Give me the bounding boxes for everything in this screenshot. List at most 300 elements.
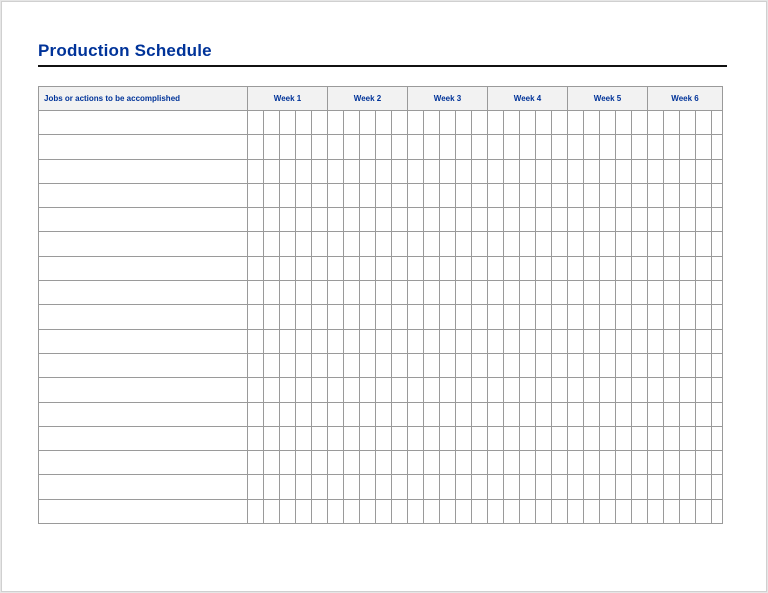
schedule-cell[interactable] (696, 426, 712, 450)
schedule-cell[interactable] (520, 208, 536, 232)
schedule-cell[interactable] (552, 378, 568, 402)
schedule-cell[interactable] (376, 475, 392, 499)
schedule-cell[interactable] (424, 451, 440, 475)
schedule-cell[interactable] (648, 451, 664, 475)
schedule-cell[interactable] (312, 402, 328, 426)
schedule-cell[interactable] (552, 183, 568, 207)
schedule-cell[interactable] (376, 402, 392, 426)
schedule-cell[interactable] (584, 353, 600, 377)
schedule-cell[interactable] (296, 135, 312, 159)
schedule-cell[interactable] (344, 183, 360, 207)
schedule-cell[interactable] (664, 305, 680, 329)
schedule-cell[interactable] (584, 378, 600, 402)
schedule-cell[interactable] (328, 232, 344, 256)
schedule-cell[interactable] (488, 426, 504, 450)
schedule-cell[interactable] (488, 281, 504, 305)
schedule-cell[interactable] (504, 451, 520, 475)
schedule-cell[interactable] (472, 329, 488, 353)
schedule-cell[interactable] (408, 111, 424, 135)
schedule-cell[interactable] (712, 402, 723, 426)
schedule-cell[interactable] (280, 353, 296, 377)
schedule-cell[interactable] (696, 159, 712, 183)
schedule-cell[interactable] (472, 451, 488, 475)
schedule-cell[interactable] (312, 281, 328, 305)
schedule-cell[interactable] (664, 329, 680, 353)
schedule-cell[interactable] (648, 475, 664, 499)
schedule-cell[interactable] (328, 111, 344, 135)
schedule-cell[interactable] (632, 208, 648, 232)
schedule-cell[interactable] (552, 305, 568, 329)
schedule-cell[interactable] (312, 256, 328, 280)
schedule-cell[interactable] (648, 111, 664, 135)
schedule-cell[interactable] (584, 281, 600, 305)
schedule-cell[interactable] (408, 475, 424, 499)
schedule-cell[interactable] (680, 208, 696, 232)
job-cell[interactable] (39, 329, 248, 353)
schedule-cell[interactable] (344, 378, 360, 402)
job-cell[interactable] (39, 256, 248, 280)
schedule-cell[interactable] (328, 451, 344, 475)
schedule-cell[interactable] (424, 475, 440, 499)
schedule-cell[interactable] (632, 353, 648, 377)
schedule-cell[interactable] (248, 402, 264, 426)
job-cell[interactable] (39, 353, 248, 377)
schedule-cell[interactable] (648, 402, 664, 426)
schedule-cell[interactable] (616, 281, 632, 305)
schedule-cell[interactable] (568, 305, 584, 329)
schedule-cell[interactable] (424, 256, 440, 280)
schedule-cell[interactable] (408, 353, 424, 377)
schedule-cell[interactable] (248, 499, 264, 523)
schedule-cell[interactable] (504, 402, 520, 426)
schedule-cell[interactable] (696, 329, 712, 353)
schedule-cell[interactable] (616, 135, 632, 159)
schedule-cell[interactable] (536, 135, 552, 159)
schedule-cell[interactable] (360, 305, 376, 329)
schedule-cell[interactable] (344, 305, 360, 329)
schedule-cell[interactable] (264, 232, 280, 256)
schedule-cell[interactable] (664, 256, 680, 280)
schedule-cell[interactable] (600, 135, 616, 159)
schedule-cell[interactable] (264, 183, 280, 207)
schedule-cell[interactable] (696, 378, 712, 402)
schedule-cell[interactable] (328, 378, 344, 402)
schedule-cell[interactable] (408, 451, 424, 475)
schedule-cell[interactable] (344, 426, 360, 450)
schedule-cell[interactable] (280, 135, 296, 159)
schedule-cell[interactable] (328, 135, 344, 159)
schedule-cell[interactable] (472, 305, 488, 329)
job-cell[interactable] (39, 499, 248, 523)
schedule-cell[interactable] (376, 378, 392, 402)
schedule-cell[interactable] (312, 475, 328, 499)
schedule-cell[interactable] (536, 475, 552, 499)
schedule-cell[interactable] (264, 402, 280, 426)
schedule-cell[interactable] (536, 232, 552, 256)
schedule-cell[interactable] (360, 183, 376, 207)
schedule-cell[interactable] (280, 159, 296, 183)
schedule-cell[interactable] (616, 159, 632, 183)
schedule-cell[interactable] (440, 208, 456, 232)
schedule-cell[interactable] (648, 183, 664, 207)
schedule-cell[interactable] (280, 111, 296, 135)
schedule-cell[interactable] (680, 426, 696, 450)
schedule-cell[interactable] (248, 378, 264, 402)
schedule-cell[interactable] (312, 426, 328, 450)
schedule-cell[interactable] (616, 353, 632, 377)
schedule-cell[interactable] (280, 232, 296, 256)
schedule-cell[interactable] (552, 256, 568, 280)
schedule-cell[interactable] (712, 305, 723, 329)
schedule-cell[interactable] (488, 475, 504, 499)
schedule-cell[interactable] (392, 378, 408, 402)
schedule-cell[interactable] (568, 183, 584, 207)
schedule-cell[interactable] (552, 426, 568, 450)
schedule-cell[interactable] (472, 281, 488, 305)
schedule-cell[interactable] (424, 208, 440, 232)
schedule-cell[interactable] (408, 378, 424, 402)
schedule-cell[interactable] (568, 159, 584, 183)
schedule-cell[interactable] (552, 159, 568, 183)
schedule-cell[interactable] (312, 499, 328, 523)
schedule-cell[interactable] (504, 183, 520, 207)
schedule-cell[interactable] (456, 281, 472, 305)
schedule-cell[interactable] (328, 499, 344, 523)
schedule-cell[interactable] (712, 208, 723, 232)
schedule-cell[interactable] (296, 256, 312, 280)
schedule-cell[interactable] (408, 281, 424, 305)
schedule-cell[interactable] (472, 208, 488, 232)
schedule-cell[interactable] (392, 208, 408, 232)
schedule-cell[interactable] (520, 281, 536, 305)
schedule-cell[interactable] (504, 499, 520, 523)
schedule-cell[interactable] (536, 111, 552, 135)
schedule-cell[interactable] (632, 183, 648, 207)
schedule-cell[interactable] (424, 232, 440, 256)
schedule-cell[interactable] (616, 378, 632, 402)
schedule-cell[interactable] (376, 451, 392, 475)
schedule-cell[interactable] (632, 426, 648, 450)
schedule-cell[interactable] (280, 305, 296, 329)
schedule-cell[interactable] (248, 183, 264, 207)
schedule-cell[interactable] (680, 329, 696, 353)
schedule-cell[interactable] (632, 402, 648, 426)
schedule-cell[interactable] (504, 208, 520, 232)
schedule-cell[interactable] (504, 353, 520, 377)
schedule-cell[interactable] (664, 475, 680, 499)
schedule-cell[interactable] (648, 329, 664, 353)
schedule-cell[interactable] (296, 159, 312, 183)
schedule-cell[interactable] (296, 378, 312, 402)
schedule-cell[interactable] (472, 135, 488, 159)
schedule-cell[interactable] (680, 475, 696, 499)
schedule-cell[interactable] (360, 499, 376, 523)
schedule-cell[interactable] (712, 353, 723, 377)
schedule-cell[interactable] (568, 329, 584, 353)
schedule-cell[interactable] (376, 353, 392, 377)
schedule-cell[interactable] (408, 426, 424, 450)
schedule-cell[interactable] (440, 232, 456, 256)
schedule-cell[interactable] (584, 305, 600, 329)
schedule-cell[interactable] (648, 378, 664, 402)
schedule-cell[interactable] (408, 208, 424, 232)
schedule-cell[interactable] (680, 353, 696, 377)
schedule-cell[interactable] (600, 111, 616, 135)
schedule-cell[interactable] (456, 451, 472, 475)
schedule-cell[interactable] (712, 135, 723, 159)
schedule-cell[interactable] (536, 402, 552, 426)
schedule-cell[interactable] (472, 353, 488, 377)
schedule-cell[interactable] (600, 305, 616, 329)
schedule-cell[interactable] (664, 353, 680, 377)
schedule-cell[interactable] (248, 159, 264, 183)
schedule-cell[interactable] (280, 402, 296, 426)
schedule-cell[interactable] (456, 159, 472, 183)
schedule-cell[interactable] (616, 256, 632, 280)
schedule-cell[interactable] (424, 111, 440, 135)
schedule-cell[interactable] (680, 183, 696, 207)
schedule-cell[interactable] (392, 305, 408, 329)
schedule-cell[interactable] (632, 499, 648, 523)
schedule-cell[interactable] (584, 426, 600, 450)
schedule-cell[interactable] (504, 426, 520, 450)
schedule-cell[interactable] (392, 402, 408, 426)
schedule-cell[interactable] (248, 111, 264, 135)
job-cell[interactable] (39, 135, 248, 159)
schedule-cell[interactable] (328, 208, 344, 232)
schedule-cell[interactable] (296, 232, 312, 256)
schedule-cell[interactable] (600, 256, 616, 280)
schedule-cell[interactable] (264, 451, 280, 475)
schedule-cell[interactable] (264, 111, 280, 135)
schedule-cell[interactable] (264, 475, 280, 499)
schedule-cell[interactable] (600, 281, 616, 305)
schedule-cell[interactable] (488, 232, 504, 256)
job-cell[interactable] (39, 426, 248, 450)
schedule-cell[interactable] (280, 256, 296, 280)
schedule-cell[interactable] (568, 111, 584, 135)
schedule-cell[interactable] (296, 402, 312, 426)
schedule-cell[interactable] (632, 475, 648, 499)
schedule-cell[interactable] (520, 353, 536, 377)
schedule-cell[interactable] (680, 305, 696, 329)
schedule-cell[interactable] (632, 135, 648, 159)
schedule-cell[interactable] (360, 256, 376, 280)
schedule-cell[interactable] (600, 159, 616, 183)
schedule-cell[interactable] (488, 499, 504, 523)
schedule-cell[interactable] (712, 475, 723, 499)
schedule-cell[interactable] (520, 111, 536, 135)
schedule-cell[interactable] (488, 329, 504, 353)
schedule-cell[interactable] (584, 475, 600, 499)
schedule-cell[interactable] (264, 159, 280, 183)
schedule-cell[interactable] (280, 329, 296, 353)
schedule-cell[interactable] (392, 183, 408, 207)
schedule-cell[interactable] (248, 353, 264, 377)
schedule-cell[interactable] (312, 378, 328, 402)
schedule-cell[interactable] (584, 232, 600, 256)
schedule-cell[interactable] (504, 111, 520, 135)
schedule-cell[interactable] (696, 111, 712, 135)
schedule-cell[interactable] (504, 159, 520, 183)
job-cell[interactable] (39, 305, 248, 329)
schedule-cell[interactable] (632, 305, 648, 329)
schedule-cell[interactable] (632, 159, 648, 183)
schedule-cell[interactable] (392, 426, 408, 450)
schedule-cell[interactable] (296, 281, 312, 305)
schedule-cell[interactable] (424, 426, 440, 450)
schedule-cell[interactable] (696, 353, 712, 377)
schedule-cell[interactable] (424, 135, 440, 159)
schedule-cell[interactable] (264, 256, 280, 280)
schedule-cell[interactable] (536, 426, 552, 450)
schedule-cell[interactable] (504, 256, 520, 280)
job-cell[interactable] (39, 451, 248, 475)
schedule-cell[interactable] (712, 159, 723, 183)
schedule-cell[interactable] (248, 208, 264, 232)
schedule-cell[interactable] (680, 135, 696, 159)
schedule-cell[interactable] (392, 232, 408, 256)
schedule-cell[interactable] (328, 353, 344, 377)
schedule-cell[interactable] (280, 451, 296, 475)
schedule-cell[interactable] (392, 111, 408, 135)
schedule-cell[interactable] (600, 183, 616, 207)
schedule-cell[interactable] (664, 426, 680, 450)
schedule-cell[interactable] (408, 159, 424, 183)
schedule-cell[interactable] (616, 451, 632, 475)
schedule-cell[interactable] (392, 256, 408, 280)
schedule-cell[interactable] (600, 232, 616, 256)
schedule-cell[interactable] (408, 232, 424, 256)
schedule-cell[interactable] (456, 329, 472, 353)
schedule-cell[interactable] (392, 353, 408, 377)
schedule-cell[interactable] (296, 183, 312, 207)
schedule-cell[interactable] (376, 135, 392, 159)
schedule-cell[interactable] (616, 329, 632, 353)
schedule-cell[interactable] (360, 159, 376, 183)
schedule-cell[interactable] (504, 135, 520, 159)
schedule-cell[interactable] (312, 353, 328, 377)
schedule-cell[interactable] (296, 499, 312, 523)
schedule-cell[interactable] (376, 256, 392, 280)
schedule-cell[interactable] (264, 281, 280, 305)
schedule-cell[interactable] (456, 305, 472, 329)
schedule-cell[interactable] (696, 135, 712, 159)
schedule-cell[interactable] (696, 499, 712, 523)
schedule-cell[interactable] (296, 305, 312, 329)
schedule-cell[interactable] (360, 378, 376, 402)
schedule-cell[interactable] (264, 426, 280, 450)
schedule-cell[interactable] (584, 499, 600, 523)
schedule-cell[interactable] (440, 159, 456, 183)
schedule-cell[interactable] (344, 256, 360, 280)
schedule-cell[interactable] (456, 499, 472, 523)
schedule-cell[interactable] (344, 232, 360, 256)
schedule-cell[interactable] (600, 353, 616, 377)
schedule-cell[interactable] (344, 451, 360, 475)
schedule-cell[interactable] (312, 159, 328, 183)
schedule-cell[interactable] (680, 281, 696, 305)
schedule-cell[interactable] (680, 499, 696, 523)
schedule-cell[interactable] (616, 499, 632, 523)
schedule-cell[interactable] (376, 159, 392, 183)
schedule-cell[interactable] (328, 281, 344, 305)
schedule-cell[interactable] (664, 451, 680, 475)
job-cell[interactable] (39, 232, 248, 256)
schedule-cell[interactable] (520, 183, 536, 207)
schedule-cell[interactable] (440, 475, 456, 499)
schedule-cell[interactable] (360, 329, 376, 353)
schedule-cell[interactable] (584, 111, 600, 135)
job-cell[interactable] (39, 281, 248, 305)
schedule-cell[interactable] (392, 475, 408, 499)
schedule-cell[interactable] (472, 378, 488, 402)
schedule-cell[interactable] (632, 378, 648, 402)
schedule-cell[interactable] (440, 111, 456, 135)
schedule-cell[interactable] (456, 402, 472, 426)
schedule-cell[interactable] (712, 451, 723, 475)
schedule-cell[interactable] (648, 256, 664, 280)
schedule-cell[interactable] (456, 232, 472, 256)
schedule-cell[interactable] (680, 159, 696, 183)
schedule-cell[interactable] (648, 281, 664, 305)
schedule-cell[interactable] (440, 329, 456, 353)
schedule-cell[interactable] (424, 402, 440, 426)
schedule-cell[interactable] (488, 256, 504, 280)
schedule-cell[interactable] (712, 111, 723, 135)
schedule-cell[interactable] (376, 111, 392, 135)
schedule-cell[interactable] (408, 135, 424, 159)
schedule-cell[interactable] (520, 232, 536, 256)
schedule-cell[interactable] (488, 402, 504, 426)
schedule-cell[interactable] (664, 111, 680, 135)
schedule-cell[interactable] (440, 281, 456, 305)
schedule-cell[interactable] (440, 402, 456, 426)
schedule-cell[interactable] (408, 305, 424, 329)
schedule-cell[interactable] (584, 329, 600, 353)
schedule-cell[interactable] (312, 305, 328, 329)
schedule-cell[interactable] (536, 208, 552, 232)
schedule-cell[interactable] (456, 111, 472, 135)
schedule-cell[interactable] (440, 353, 456, 377)
schedule-cell[interactable] (344, 135, 360, 159)
schedule-cell[interactable] (328, 329, 344, 353)
schedule-cell[interactable] (664, 183, 680, 207)
schedule-cell[interactable] (648, 499, 664, 523)
schedule-cell[interactable] (376, 232, 392, 256)
schedule-cell[interactable] (664, 159, 680, 183)
schedule-cell[interactable] (712, 281, 723, 305)
schedule-cell[interactable] (424, 329, 440, 353)
schedule-cell[interactable] (360, 232, 376, 256)
job-cell[interactable] (39, 159, 248, 183)
schedule-cell[interactable] (392, 329, 408, 353)
schedule-cell[interactable] (440, 499, 456, 523)
job-cell[interactable] (39, 378, 248, 402)
schedule-cell[interactable] (312, 111, 328, 135)
schedule-cell[interactable] (440, 451, 456, 475)
schedule-cell[interactable] (408, 329, 424, 353)
schedule-cell[interactable] (568, 475, 584, 499)
schedule-cell[interactable] (472, 111, 488, 135)
job-cell[interactable] (39, 208, 248, 232)
schedule-cell[interactable] (424, 305, 440, 329)
schedule-cell[interactable] (328, 426, 344, 450)
schedule-cell[interactable] (568, 402, 584, 426)
schedule-cell[interactable] (584, 208, 600, 232)
schedule-cell[interactable] (536, 305, 552, 329)
schedule-cell[interactable] (552, 281, 568, 305)
